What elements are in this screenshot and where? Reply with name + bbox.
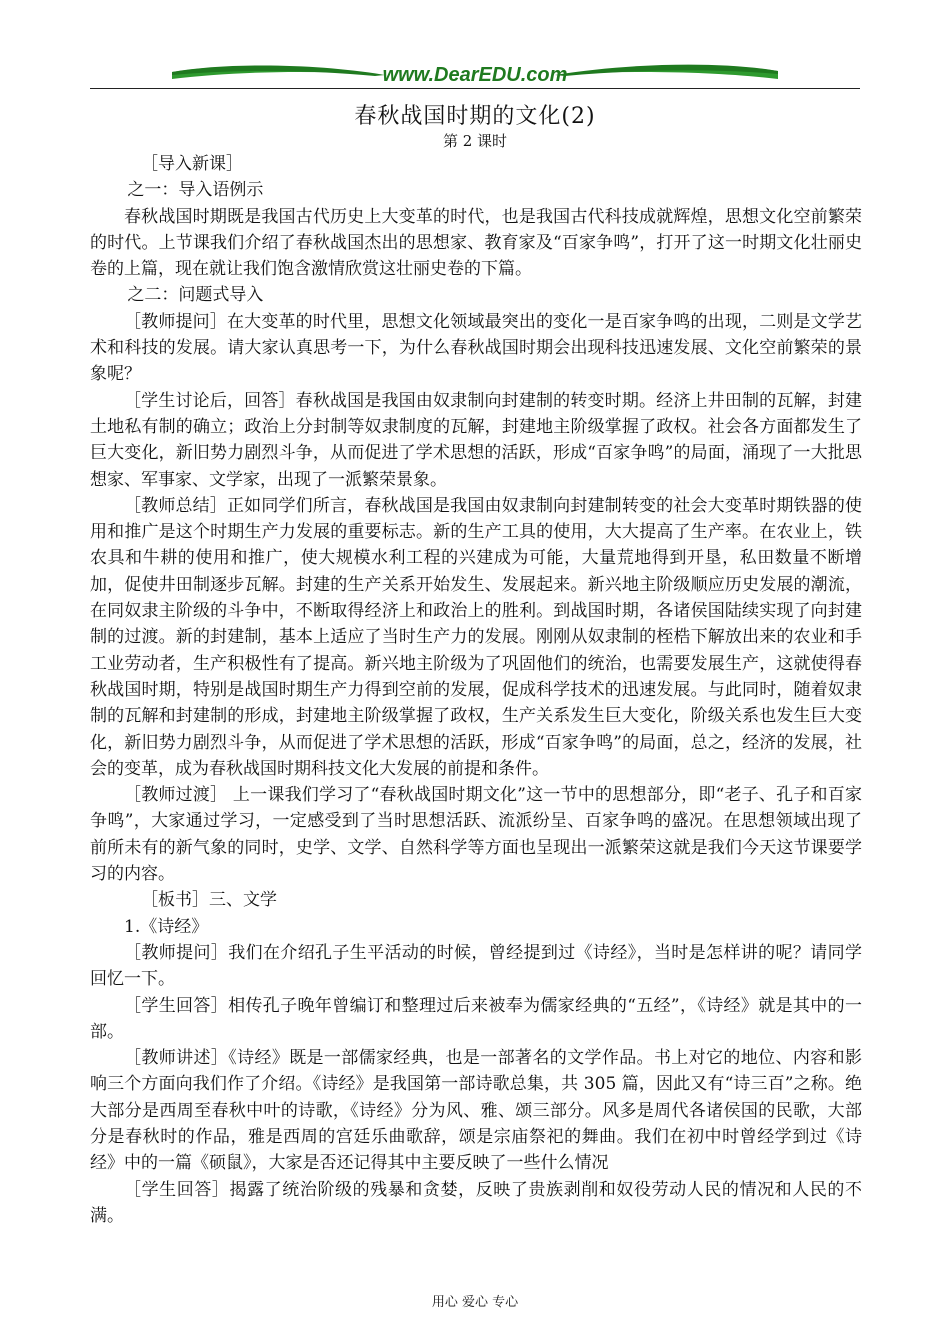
paragraph: ［教师提问］我们在介绍孔子生平活动的时候，曾经提到过《诗经》，当时是怎样讲的呢？请同学回忆一下。: [90, 942, 862, 990]
paragraph: ［板书］三、文学: [141, 890, 277, 911]
paragraph: ［学生回答］相传孔子晚年曾编订和整理过后来被奉为儒家经典的“五经”，《诗经》就是其中的一部。: [90, 995, 862, 1042]
logo-swoosh-graphic: [170, 60, 780, 88]
paragraph: ［学生讨论后，回答］春秋战国是我国由奴隶制向封建制的转变时期。经济上井田制的瓦解，封建土地私有制的确立；政治上分封制等奴隶制度的瓦解，封建地主阶级掌握了政权。社会各方面都发生了巨大变化，新旧势力剧烈斗争，从而促进了学术思想的活跃，形成“百家争鸣”的局面，涌现了一大批思想家、军事家、文学家，出现了一派繁荣景象。: [90, 390, 862, 490]
document-body: [90, 151, 862, 1229]
page-footer: 用心 爱心 专心: [431, 1295, 519, 1310]
page-title: 春秋战国时期的文化(2): [354, 104, 596, 129]
header-logo: [170, 60, 780, 88]
paragraph: 春秋战国时期既是我国古代历史上大变革的时代，也是我国古代科技成就辉煌，思想文化空前繁荣的时代。上节课我们介绍了春秋战国杰出的思想家、教育家及“百家争鸣”，打开了这一时期文化壮丽史卷的上篇，现在就让我们饱含激情欣赏这壮丽史卷的下篇。: [90, 206, 862, 280]
paragraph: ［教师过渡］ 上一课我们学习了“春秋战国时期文化”这一节中的思想部分，即“老子、孔子和百家争鸣”，大家通过学习，一定感受到了当时思想活跃、流派纷呈、百家争鸣的盛况。在思想领域出现了前所未有的新气象的同时，史学、文学、自然科学等方面也呈现出一派繁荣这就是我们今天这节课要学习的内容。: [90, 785, 862, 885]
header-divider: [90, 88, 860, 89]
paragraph: ［学生回答］揭露了统治阶级的残暴和贪婪，反映了贵族剥削和奴役劳动人民的情况和人民的不满。: [90, 1179, 862, 1226]
paragraph: ［教师总结］正如同学们所言，春秋战国是我国由奴隶制向封建制转变的社会大变革时期铁器的使用和推广是这个时期生产力发展的重要标志。新的生产工具的使用，大大提高了生产率。在农业上，铁农具和牛耕的使用和推广，使大规模水利工程的兴建成为可能，大量荒地得到开垦，私田数量不断增加，促使井田制逐步瓦解。封建的生产关系开始发生、发展起来。新兴地主阶级顺应历史发展的潮流，在同奴隶主阶级的斗争中，不断取得经济上和政治上的胜利。到战国时期，各诸侯国陆续实现了向封建制的过渡。新的封建制，基本上适应了当时生产力的发展。刚刚从奴隶制的桎梏下解放出来的农业和手工业劳动者，生产积极性有了提高。新兴地主阶级为了巩固他们的统治，也需要发展生产，这就使得春秋战国时期，特别是战国时期生产力得到空前的发展，促成科学技术的迅速发展。与此同时，随着奴隶制的瓦解和封建制的形成，封建地主阶级掌握了政权，生产关系发生巨大变化，阶级关系也发生巨大变化，新旧势力剧烈斗争，从而促进了学术思想的活跃，形成“百家争鸣”的局面，总之，经济的发展，社会的变革，成为春秋战国时期科技文化大发展的前提和条件。: [90, 495, 862, 779]
logo-text: www.DearEDU.com: [382, 64, 568, 86]
paragraph: 之二：问题式导入: [127, 285, 264, 306]
paragraph: 1.《诗经》: [124, 916, 209, 937]
paragraph: 之一：导入语例示: [127, 180, 264, 201]
paragraph: ［教师提问］在大变革的时代里，思想文化领域最突出的变化一是百家争鸣的出现，二则是文学艺术和科技的发展。请大家认真思考一下，为什么春秋战国时期会出现科技迅速发展、文化空前繁荣的景象呢？: [90, 311, 862, 385]
paragraph: ［教师讲述］《诗经》既是一部儒家经典，也是一部著名的文学作品。书上对它的地位、内容和影响三个方面向我们作了介绍。《诗经》是我国第一部诗歌总集，共 305 篇，因此又有“诗三百”之称。绝大部分是西周至春秋中叶的诗歌，《诗经》分为风、雅、颂三部分。风多是周代各诸侯国的民歌，大部分是春秋时的作品，雅是西周的宫廷乐曲歌辞，颂是宗庙祭祀的舞曲。我们在初中时曾经学到过《诗经》中的一篇《硕鼠》，大家是否还记得其中主要反映了一些什么情况: [90, 1048, 862, 1174]
paragraph: ［导入新课］: [141, 154, 243, 174]
page-subtitle: 第 2 课时: [442, 132, 508, 150]
